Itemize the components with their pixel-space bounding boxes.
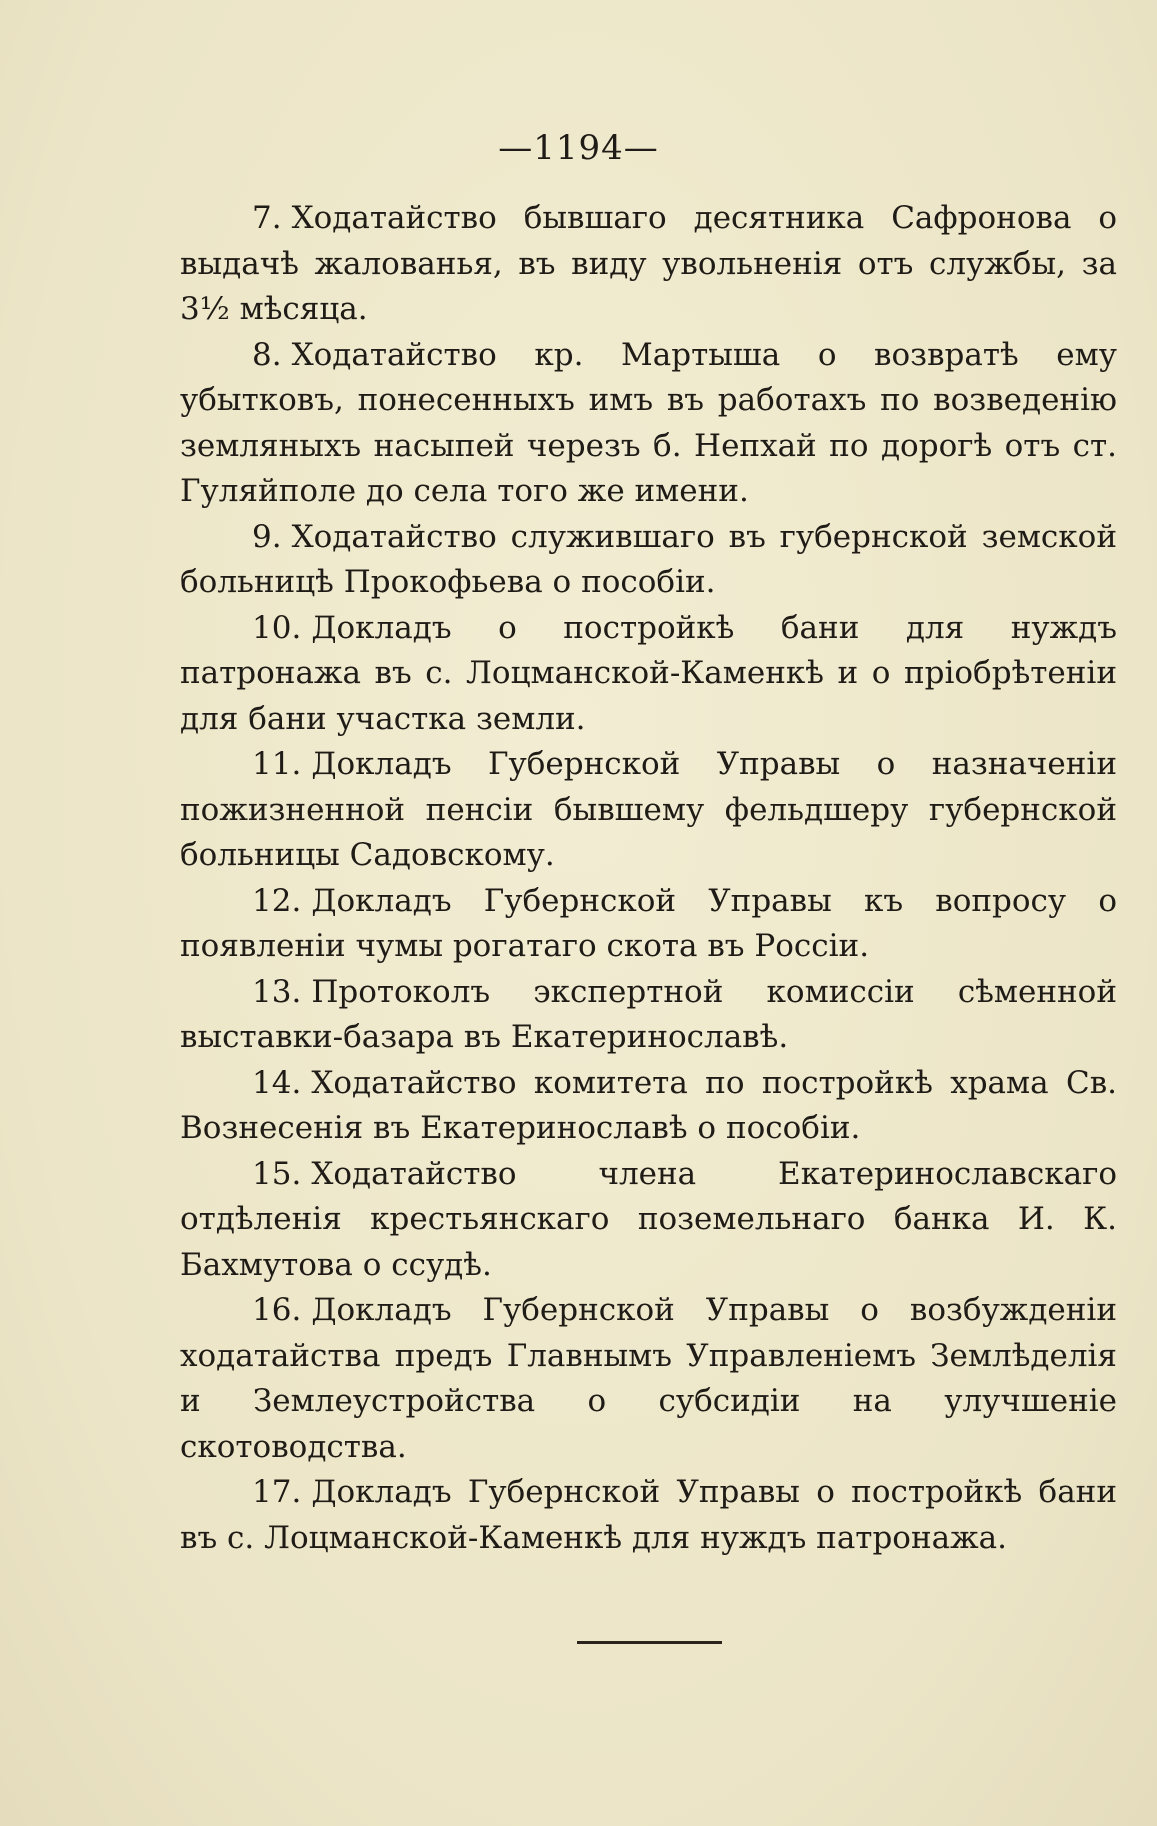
item-text: Докладъ Губернской Управы о возбужденіи ходатайства предъ Главнымъ Управленіемъ Землѣделія и Землеустройства о субсидіи на улучшеніе скотоводства. [180,1292,1117,1465]
list-item [180,333,1117,515]
item-text: Протоколъ экспертной комиссіи сѣменной выставки-базара въ Екатеринославѣ. [180,973,1117,1055]
item-number: 10. [252,609,302,646]
page-number: —1194— [498,128,659,168]
item-text: Докладъ Губернской Управы къ вопросу о появленіи чумы рогатаго скота въ Россіи. [180,882,1117,964]
list-item [180,1152,1117,1289]
list-item [180,196,1117,333]
list-item [180,879,1117,970]
item-number: 15. [252,1155,302,1192]
item-text: Докладъ Губернской Управы о назначеніи пожизненной пенсіи бывшему фельдшеру губернской больницы Садовскому. [180,746,1117,873]
list-item [180,1470,1117,1561]
item-text: Ходатайство кр. Мартыша о возвратѣ ему убытковъ, понесенныхъ имъ въ работахъ по возведенію земляныхъ насыпей черезъ б. Непхай по дорогѣ отъ ст. Гуляйполе до села того же имени. [180,336,1117,509]
list-item [180,1288,1117,1470]
item-number: 11. [252,746,302,782]
list-item [180,515,1117,606]
list-item [180,742,1117,879]
item-number: 14. [252,1064,302,1101]
list-item [180,1061,1117,1152]
item-number: 12. [252,882,302,919]
item-text: Ходатайство члена Екатеринославскаго отдѣленія крестьянскаго поземельнаго банка И. К. Бахмутова о ссудѣ. [180,1155,1117,1283]
item-text: Ходатайство бывшаго десятника Сафронова о выдачѣ жалованья, въ виду увольненія отъ службы, за 3½ мѣсяца. [180,200,1117,327]
item-text: Ходатайство комитета по постройкѣ храма Св. Вознесенія въ Екатеринославѣ о пособіи. [180,1064,1117,1146]
item-text: Докладъ о постройкѣ бани для нуждъ патронажа въ с. Лоцманской-Каменкѣ и о пріобрѣтеніи для бани участка земли. [180,609,1117,737]
item-text: Докладъ Губернской Управы о постройкѣ бани въ с. Лоцманской-Каменкѣ для нуждъ патронажа. [180,1474,1117,1556]
item-number: 7. [252,200,282,236]
item-number: 13. [252,973,302,1010]
item-number: 8. [252,336,282,373]
item-number: 9. [252,518,282,555]
agenda-list [180,196,1117,1561]
closing-rule [577,1641,722,1644]
item-number: 16. [252,1292,302,1328]
item-text: Ходатайство служившаго въ губернской земской больницѣ Прокофьева о пособіи. [180,518,1117,600]
item-number: 17. [252,1474,302,1510]
list-item [180,606,1117,743]
list-item [180,970,1117,1061]
